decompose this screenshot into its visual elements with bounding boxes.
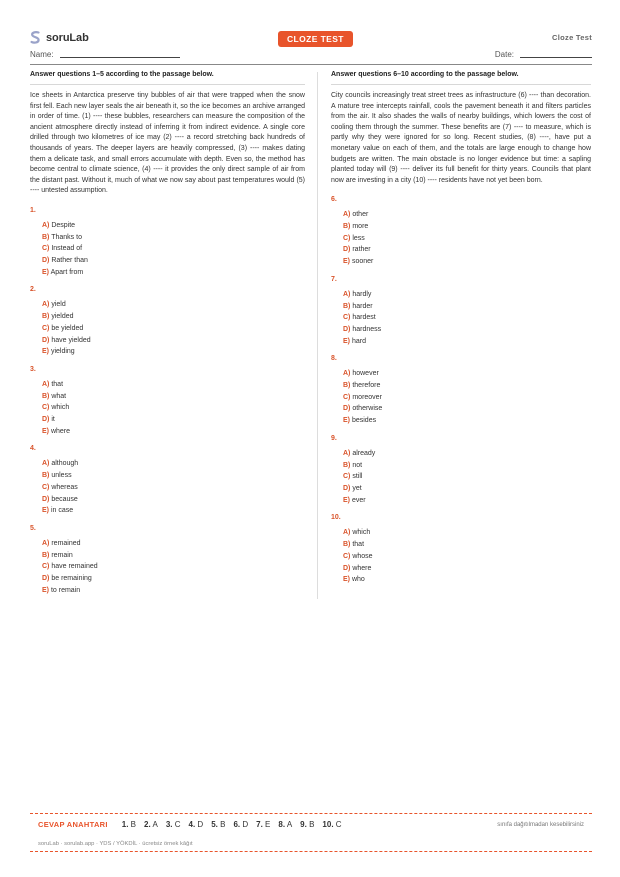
option-letter: B) [42, 313, 50, 321]
answer-key-letter: C [335, 820, 342, 829]
option-text: hardness [352, 325, 382, 333]
option-letter: E) [42, 427, 49, 435]
answer-option[interactable] [331, 471, 591, 483]
answer-option[interactable] [331, 574, 591, 586]
option-letter: D) [42, 416, 50, 424]
option-letter: A) [343, 529, 351, 537]
option-text: whose [352, 552, 373, 560]
answer-option[interactable] [331, 244, 591, 256]
option-text: Thanks to [51, 233, 82, 241]
question-number: 4. [30, 445, 36, 453]
option-text: harder [352, 302, 373, 310]
right-passage: City councils increasingly treat street trees as infrastructure (6) ---- than decoration. A mature tree intercepts rainfall, cools the pavement beneath it and filters particles from the air. It also shades the walls of nearby buildings, which lowers the cost of cooling them through the summer. These benefits are (7) ---- to measure, which is partly why they were ignored for so long. Recent studies, (8) ----, have put a monetary value on each of them, and the totals are large enough to change how budgets are written. The main obstacle is no longer evidence but time: a sapling planted today will (9) ---- deliver its full benefit for thirty years. Councils that plant now are investing in a city (10) ---- residents have not yet been born. [331, 92, 591, 184]
answer-option[interactable] [331, 301, 591, 313]
answer-option[interactable] [331, 392, 591, 404]
question-item [331, 355, 591, 427]
answer-option[interactable] [30, 482, 305, 494]
answer-option[interactable] [30, 585, 305, 597]
question-number: 10. [331, 514, 341, 522]
answer-option[interactable] [30, 311, 305, 323]
option-text: otherwise [352, 405, 383, 413]
answer-option[interactable] [331, 209, 591, 221]
option-letter: E) [343, 576, 350, 584]
option-text: remained [51, 540, 81, 547]
name-label: Name: [30, 50, 54, 59]
answer-option[interactable] [331, 336, 591, 348]
answer-key-number: 8. [278, 820, 286, 829]
option-letter: C) [343, 552, 351, 560]
left-question-list [30, 207, 305, 597]
answer-key-item [144, 820, 158, 829]
option-letter: C) [42, 324, 50, 332]
option-letter: C) [343, 234, 351, 242]
question-number: 2. [30, 286, 36, 294]
option-letter: C) [343, 473, 351, 481]
name-field [30, 50, 180, 59]
answer-option[interactable] [30, 299, 305, 311]
answer-key-number: 3. [165, 820, 173, 829]
option-text: Instead of [51, 245, 83, 253]
answer-key-letter: B [220, 820, 226, 829]
question-number: 6. [331, 196, 337, 204]
question-item [30, 207, 305, 279]
option-letter: C) [42, 483, 50, 491]
option-letter: E) [42, 268, 49, 276]
column-divider [317, 72, 318, 599]
answer-option[interactable] [30, 505, 305, 517]
question-number: 1. [30, 206, 36, 214]
option-letter: A) [42, 540, 50, 547]
answer-option[interactable] [331, 460, 591, 472]
option-text: yet [352, 485, 362, 492]
option-text: because [51, 495, 78, 503]
answer-option[interactable] [331, 324, 591, 336]
answer-option[interactable] [331, 368, 591, 380]
answer-key-letter: B [309, 820, 315, 829]
option-letter: A) [343, 211, 351, 219]
answer-option[interactable] [30, 346, 305, 358]
left-passage: Ice sheets in Antarctica preserve tiny bubbles of air that were trapped when the snow first fell. Each new layer seals the air beneath it, so the ice becomes an archive arranged in order of time. (1) ---- these bubbles, researchers can measure the composition of the ancient atmosphere directly instead of inferring it from indirect evidence. A single core drilled through two kilometres of ice may (2) ---- a record stretching back hundreds of thousands of years. The deeper layers are heavily compressed, (3) ---- makes dating them a delicate task, and small errors accumulate with depth. Even so, the method has become central to climate science, (4) ---- it provides the only direct sample of air from the distant past. Without it, much of what we now say about past temperatures would (5) ---- untested assumption. [30, 92, 305, 195]
question-item [331, 514, 591, 586]
option-text: therefore [352, 382, 381, 390]
answer-key-number: 7. [256, 820, 263, 829]
option-letter: E) [343, 258, 350, 266]
left-column [30, 71, 305, 605]
answer-option[interactable] [331, 415, 591, 427]
answer-option[interactable] [30, 243, 305, 255]
answer-key [30, 813, 592, 852]
option-text: have remained [51, 563, 98, 571]
answer-option[interactable] [30, 255, 305, 267]
option-letter: B) [343, 461, 351, 469]
test-type-badge: CLOZE TEST [278, 31, 353, 47]
answer-key-row [38, 820, 342, 829]
answer-key-letter: D [197, 820, 204, 829]
answer-key-item [233, 820, 248, 829]
answer-key-number: 4. [188, 820, 196, 829]
answer-option[interactable] [30, 232, 305, 244]
question-item [331, 196, 591, 268]
answer-key-number: 1. [121, 820, 129, 829]
option-letter: D) [343, 325, 351, 333]
answer-option[interactable] [30, 470, 305, 482]
answer-option[interactable] [331, 495, 591, 507]
option-letter: A) [343, 290, 351, 298]
option-letter: B) [42, 551, 50, 559]
doc-type-label: Cloze Test [552, 33, 592, 42]
sorulab-logo-icon [30, 31, 41, 44]
option-text: yield [51, 301, 66, 309]
option-letter: D) [343, 564, 351, 572]
answer-option[interactable] [30, 458, 305, 470]
option-letter: A) [42, 301, 50, 309]
option-text: where [352, 564, 372, 572]
question-item [30, 286, 305, 358]
question-number: 8. [331, 355, 337, 363]
brand-logo [30, 31, 89, 44]
answer-key-item [322, 820, 341, 829]
answer-option[interactable] [30, 561, 305, 573]
option-text: although [51, 460, 79, 468]
answer-option[interactable] [30, 573, 305, 585]
question-item [30, 445, 305, 517]
answer-option[interactable] [331, 551, 591, 563]
option-text: have yielded [51, 336, 91, 344]
answer-option[interactable] [30, 426, 305, 438]
option-text: be yielded [51, 324, 84, 332]
date-label: Date: [494, 50, 514, 59]
answer-option[interactable] [331, 563, 591, 575]
question-number: 9. [331, 434, 337, 442]
question-item [30, 366, 305, 438]
answer-option[interactable] [30, 550, 305, 562]
option-letter: B) [343, 302, 351, 310]
question-item [331, 435, 591, 507]
option-text: more [352, 223, 369, 231]
option-letter: A) [343, 370, 351, 378]
option-letter: A) [343, 449, 351, 457]
option-text: hard [351, 337, 366, 345]
answer-option[interactable] [331, 527, 591, 539]
answer-option[interactable] [30, 414, 305, 426]
answer-option[interactable] [331, 483, 591, 495]
page-header [30, 28, 592, 62]
answer-key-item [189, 820, 204, 829]
option-letter: B) [343, 541, 351, 549]
option-text: Apart from [50, 268, 84, 276]
option-text: unless [51, 472, 72, 480]
answer-key-number: 10. [322, 820, 334, 829]
right-instruction: Answer questions 6–10 according to the passage below. [331, 71, 591, 85]
option-text: that [51, 380, 64, 388]
question-number: 5. [30, 525, 36, 532]
option-text: still [352, 473, 363, 481]
date-line [520, 50, 592, 58]
option-letter: C) [343, 393, 351, 401]
right-column [331, 71, 591, 594]
option-letter: E) [343, 337, 350, 345]
question-number: 7. [331, 275, 337, 283]
answer-key-item [166, 820, 181, 829]
option-text: who [351, 576, 365, 584]
answer-option[interactable] [331, 539, 591, 551]
option-text: remain [51, 551, 73, 559]
answer-key-item [300, 820, 314, 829]
option-letter: E) [42, 348, 49, 356]
answer-option[interactable] [331, 256, 591, 268]
option-text: to remain [50, 586, 81, 594]
option-letter: B) [42, 472, 50, 480]
option-text: be remaining [51, 575, 92, 583]
option-letter: D) [343, 246, 351, 254]
answer-option[interactable] [30, 402, 305, 414]
answer-option[interactable] [331, 233, 591, 245]
option-text: sooner [351, 258, 374, 266]
answer-key-item [256, 820, 270, 829]
option-text: ever [351, 496, 366, 504]
option-text: yielding [50, 348, 75, 356]
name-line [60, 50, 180, 58]
answer-option[interactable] [331, 448, 591, 460]
option-text: besides [351, 417, 377, 425]
option-text: already [352, 449, 376, 457]
option-text: it [51, 416, 55, 424]
answer-option[interactable] [331, 312, 591, 324]
right-question-list [331, 196, 591, 586]
option-letter: C) [343, 314, 351, 322]
answer-option[interactable] [30, 335, 305, 347]
option-text: what [51, 392, 67, 400]
option-letter: D) [343, 405, 351, 413]
option-text: other [352, 211, 369, 219]
option-letter: E) [343, 496, 350, 504]
answer-option[interactable] [30, 323, 305, 335]
option-text: rather [352, 246, 371, 254]
brand-name: soruLab [46, 31, 89, 44]
header-divider [30, 64, 592, 65]
answer-option[interactable] [30, 494, 305, 506]
left-instruction: Answer questions 1–5 according to the passage below. [30, 71, 305, 85]
option-letter: A) [42, 460, 50, 468]
option-text: hardest [352, 314, 376, 322]
option-letter: E) [343, 417, 350, 425]
answer-key-item [278, 820, 292, 829]
option-letter: D) [42, 575, 50, 583]
page-footer: soruLab · sorulab.app · YDS / YÖKDİL · ücretsiz örnek kâğıt [38, 841, 193, 847]
option-letter: E) [42, 507, 49, 515]
answer-option[interactable] [30, 391, 305, 403]
option-text: moreover [352, 393, 382, 401]
option-text: that [352, 541, 365, 549]
answer-option[interactable] [331, 221, 591, 233]
option-letter: E) [42, 586, 49, 594]
option-letter: D) [343, 485, 351, 492]
option-text: hardly [352, 290, 372, 298]
answer-key-letter: B [130, 820, 137, 829]
option-text: Rather than [51, 257, 88, 265]
answer-key-item [122, 820, 136, 829]
date-field [495, 50, 592, 59]
answer-option[interactable] [30, 267, 305, 279]
option-text: whereas [51, 483, 78, 491]
answer-key-letter: E [265, 820, 271, 829]
option-text: not [352, 461, 363, 469]
answer-option[interactable] [30, 538, 305, 550]
option-letter: A) [42, 380, 50, 388]
option-letter: B) [42, 233, 50, 241]
answer-key-item [211, 820, 225, 829]
option-text: in case [50, 507, 74, 515]
option-text: which [51, 404, 70, 412]
answer-key-number: 2. [144, 820, 151, 829]
option-letter: D) [42, 495, 50, 503]
answer-option[interactable] [30, 220, 305, 232]
answer-option[interactable] [331, 380, 591, 392]
option-letter: B) [42, 392, 50, 400]
option-text: less [352, 234, 365, 242]
question-number: 3. [30, 365, 36, 373]
option-letter: C) [42, 245, 50, 253]
option-letter: B) [343, 382, 351, 390]
option-text: where [50, 427, 71, 435]
answer-key-letter: A [152, 820, 158, 829]
option-text: Despite [51, 221, 76, 229]
option-letter: C) [42, 563, 50, 571]
option-text: however [352, 370, 379, 378]
answer-option[interactable] [30, 379, 305, 391]
option-letter: D) [42, 336, 50, 344]
answer-option[interactable] [331, 289, 591, 301]
answer-key-letter: A [286, 820, 293, 829]
option-letter: C) [42, 404, 50, 412]
question-item [331, 276, 591, 348]
answer-option[interactable] [331, 403, 591, 415]
option-text: yielded [51, 313, 74, 321]
option-text: which [352, 529, 371, 537]
option-letter: A) [42, 221, 50, 229]
answer-key-number: 9. [300, 820, 307, 829]
answer-key-letter: C [174, 820, 181, 829]
option-letter: D) [42, 257, 50, 265]
answer-key-title: CEVAP ANAHTARI [38, 820, 108, 829]
answer-key-number: 5. [211, 820, 218, 829]
option-letter: B) [343, 223, 351, 231]
answer-key-letter: D [242, 820, 249, 829]
question-item [30, 525, 305, 597]
answer-key-note: sınıfa dağıtılmadan kesebilirsiniz [497, 822, 584, 828]
answer-key-number: 6. [233, 820, 241, 829]
